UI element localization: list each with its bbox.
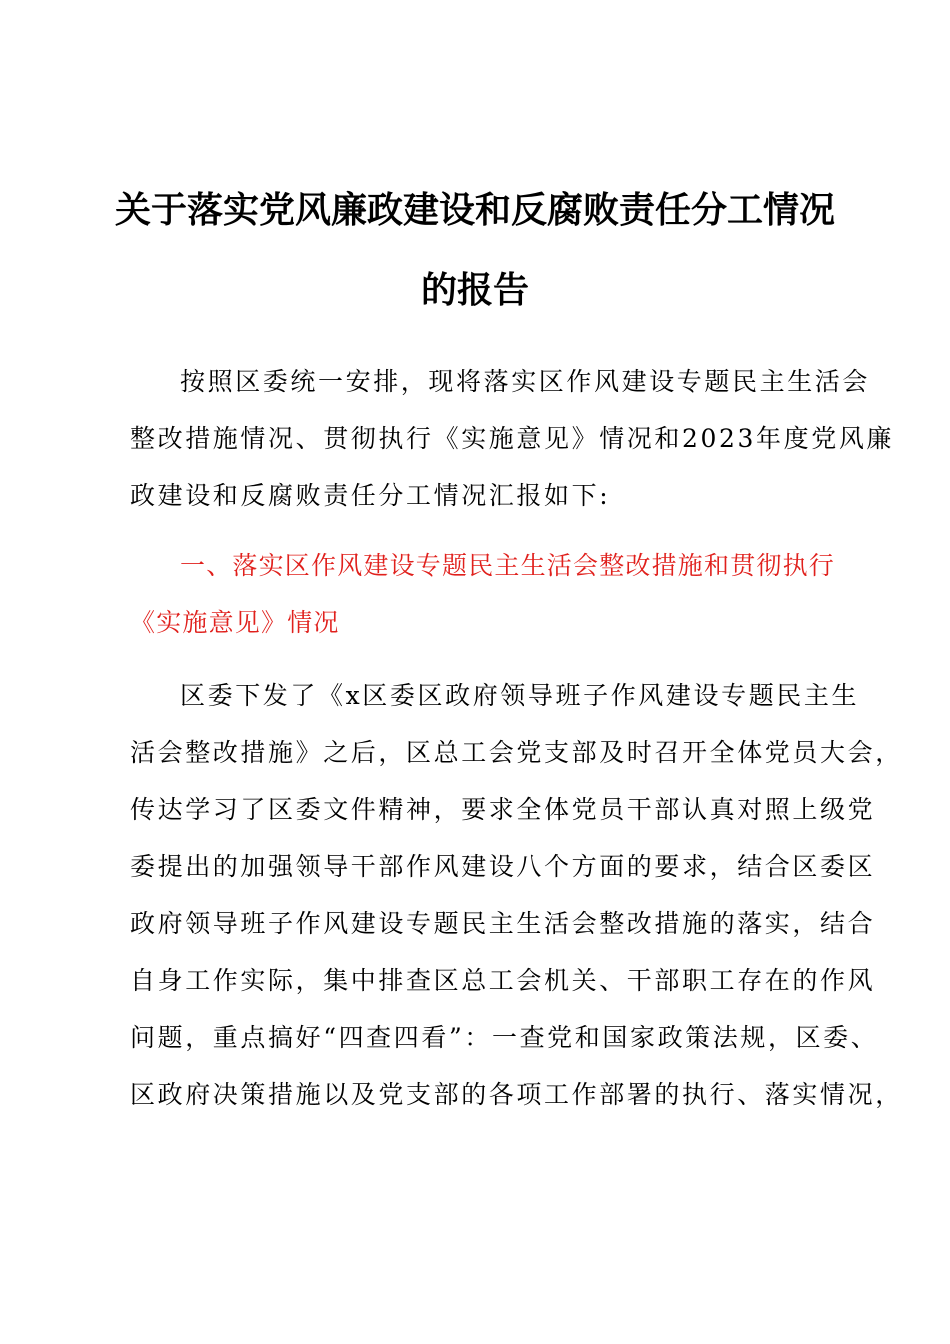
document-title-line-1: 关于落实党风廉政建设和反腐败责任分工情况 bbox=[114, 190, 835, 231]
body-paragraph-line: 问题，重点搞好“四查四看”：一查党和国家政策法规，区委、 bbox=[130, 1023, 879, 1052]
body-paragraph-line: 区政府决策措施以及党支部的各项工作部署的执行、落实情况， bbox=[130, 1080, 903, 1109]
body-paragraph-line: 传达学习了区委文件精神，要求全体党员干部认真对照上级党 bbox=[130, 795, 876, 824]
body-paragraph-line: 活会整改措施》之后，区总工会党支部及时召开全体党员大会， bbox=[130, 738, 903, 767]
intro-paragraph-line: 整改措施情况、贯彻执行《实施意见》情况和2023年度党风廉 bbox=[130, 424, 895, 453]
body-paragraph-line: 自身工作实际，集中排查区总工会机关、干部职工存在的作风 bbox=[130, 966, 876, 995]
document-title-line-2: 的报告 bbox=[420, 270, 529, 311]
section-heading-line: 《实施意见》情况 bbox=[130, 608, 340, 637]
section-heading-line: 一、落实区作风建设专题民主生活会整改措施和贯彻执行 bbox=[180, 551, 836, 580]
body-paragraph-line: 政府领导班子作风建设专题民主生活会整改措施的落实，结合 bbox=[130, 909, 876, 938]
body-paragraph-line: 委提出的加强领导干部作风建设八个方面的要求，结合区委区 bbox=[130, 852, 876, 881]
intro-paragraph-line: 按照区委统一安排，现将落实区作风建设专题民主生活会 bbox=[180, 367, 871, 396]
intro-paragraph-line: 政建设和反腐败责任分工情况汇报如下: bbox=[130, 481, 611, 510]
body-paragraph-line: 区委下发了《x区委区政府领导班子作风建设专题民主生 bbox=[180, 681, 860, 710]
